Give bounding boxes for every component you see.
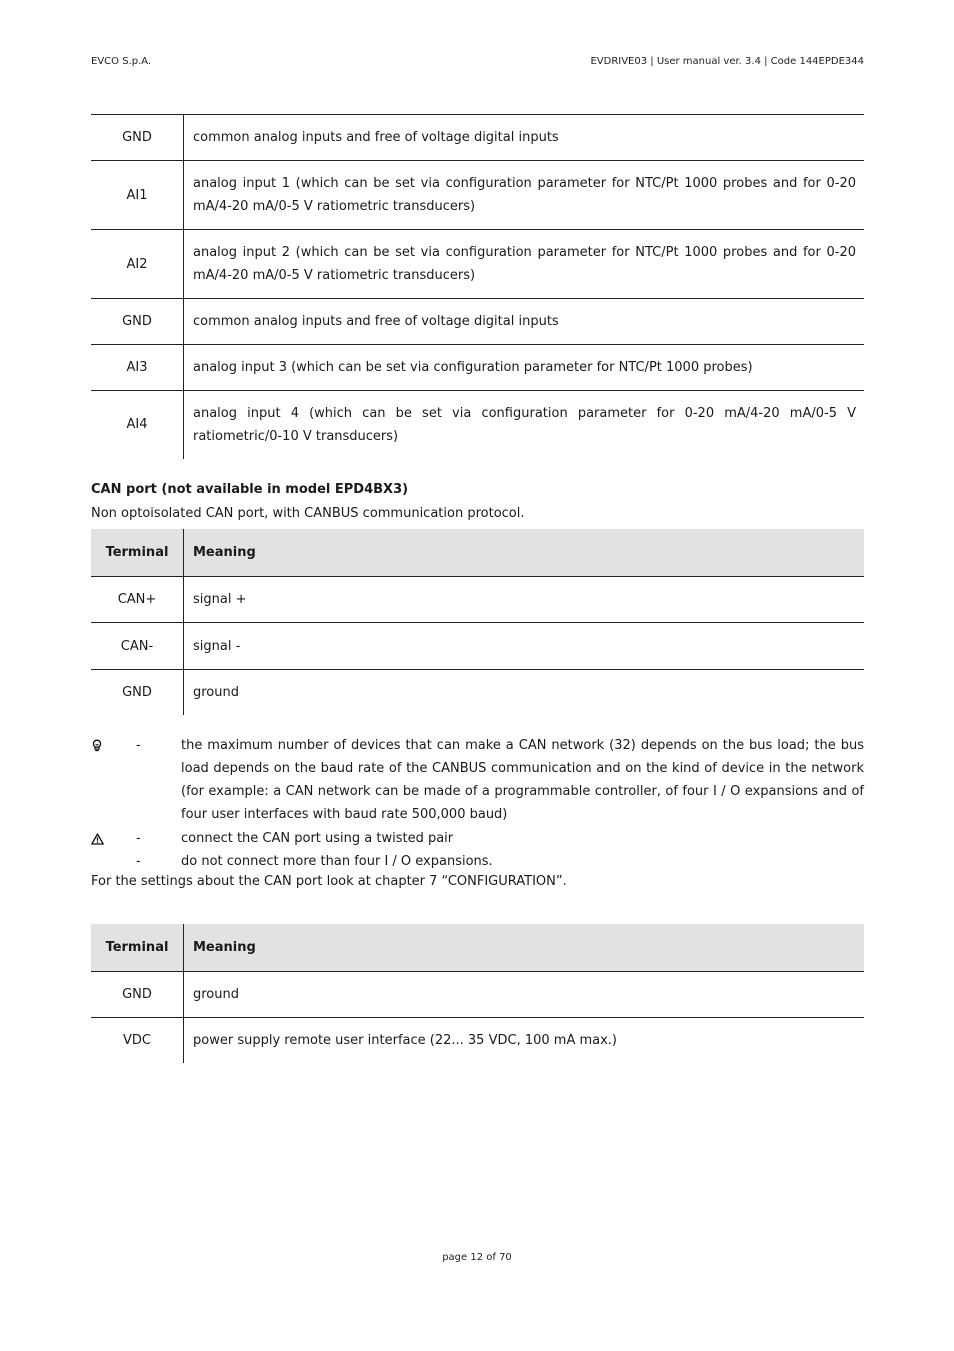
header-terminal: Terminal — [91, 924, 184, 972]
table-row — [91, 1018, 864, 1063]
meaning-cell: ground — [193, 987, 239, 1002]
terminal-cell: GND — [91, 670, 184, 715]
header-terminal: Terminal — [91, 529, 184, 577]
meaning-cell: analog input 3 (which can be set via configuration parameter for NTC/Pt 1000 probes) — [193, 360, 753, 375]
bullet-dash: - — [136, 738, 141, 753]
terminal-cell: CAN- — [91, 623, 184, 670]
meaning-cell: signal - — [193, 638, 241, 654]
table-row — [91, 972, 864, 1018]
header-meaning: Meaning — [184, 924, 865, 972]
terminal-cell: AI2 — [91, 230, 184, 299]
warning-note — [91, 827, 864, 850]
terminal-cell: VDC — [91, 1018, 184, 1063]
terminal-cell: GND — [91, 299, 184, 345]
table-header-row — [91, 924, 864, 972]
header-company: EVCO S.p.A. — [91, 56, 152, 67]
power-supply-table — [91, 924, 864, 1063]
section-title: CAN port (not available in model EPD4BX3) — [91, 482, 409, 497]
terminal-cell: AI3 — [91, 345, 184, 391]
warning-text: do not connect more than four I / O expansions. — [181, 854, 493, 869]
bullet-dash: - — [136, 854, 141, 869]
table-row — [91, 299, 864, 345]
meaning-cell: analog input 2 (which can be set via configuration parameter for NTC/Pt 1000 probes and for 0-20 mA/4-20 mA/0-5 V ratiometric transducers) — [193, 245, 856, 283]
terminal-cell: GND — [91, 115, 184, 161]
table-row — [91, 623, 864, 670]
meaning-cell: power supply remote user interface (22... 35 VDC, 100 mA max.) — [193, 1032, 617, 1048]
tip-note — [91, 734, 864, 826]
analog-inputs-table — [91, 114, 864, 459]
warning-triangle-icon — [91, 827, 107, 850]
lightbulb-icon — [91, 734, 107, 757]
table-row — [91, 345, 864, 391]
meaning-cell: common analog inputs and free of voltage digital inputs — [193, 314, 559, 329]
meaning-cell: common analog inputs and free of voltage digital inputs — [193, 130, 559, 145]
table-row — [91, 230, 864, 299]
meaning-cell: analog input 4 (which can be set via configuration parameter for 0-20 mA/4-20 mA/0-5 V ratiometric/0-10 V transducers) — [193, 405, 856, 444]
terminal-cell: GND — [91, 972, 184, 1018]
tip-text: the maximum number of devices that can make a CAN network (32) depends on the bus load; the bus load depends on the baud rate of the CANBUS communication and on the kind of device in the network (for example: a CAN network can be made of a programmable controller, of four I / O expansions and of four user interfaces with baud rate 500,000 baud) — [181, 738, 864, 822]
warning-text: connect the CAN port using a twisted pair — [181, 831, 454, 846]
table-row — [91, 577, 864, 623]
table-row — [91, 115, 864, 161]
header-document-info: EVDRIVE03 | User manual ver. 3.4 | Code 144EPDE344 — [590, 56, 864, 67]
settings-reference: For the settings about the CAN port look at chapter 7 “CONFIGURATION”. — [91, 874, 567, 889]
terminal-cell: AI4 — [91, 391, 184, 459]
header-meaning: Meaning — [184, 529, 865, 577]
meaning-cell: ground — [193, 684, 239, 700]
terminal-cell: AI1 — [91, 161, 184, 230]
table-row — [91, 391, 864, 459]
can-port-table — [91, 529, 864, 715]
page-number: page 12 of 70 — [442, 1252, 512, 1263]
terminal-cell: CAN+ — [91, 577, 184, 623]
bullet-dash: - — [136, 831, 141, 846]
table-row — [91, 161, 864, 230]
meaning-cell: analog input 1 (which can be set via configuration parameter for NTC/Pt 1000 probes and for 0-20 mA/4-20 mA/0-5 V ratiometric transducers) — [193, 176, 856, 214]
table-row — [91, 670, 864, 715]
warning-note — [91, 850, 864, 873]
section-intro: Non optoisolated CAN port, with CANBUS communication protocol. — [91, 506, 525, 521]
table-header-row — [91, 529, 864, 577]
meaning-cell: signal + — [193, 592, 247, 607]
